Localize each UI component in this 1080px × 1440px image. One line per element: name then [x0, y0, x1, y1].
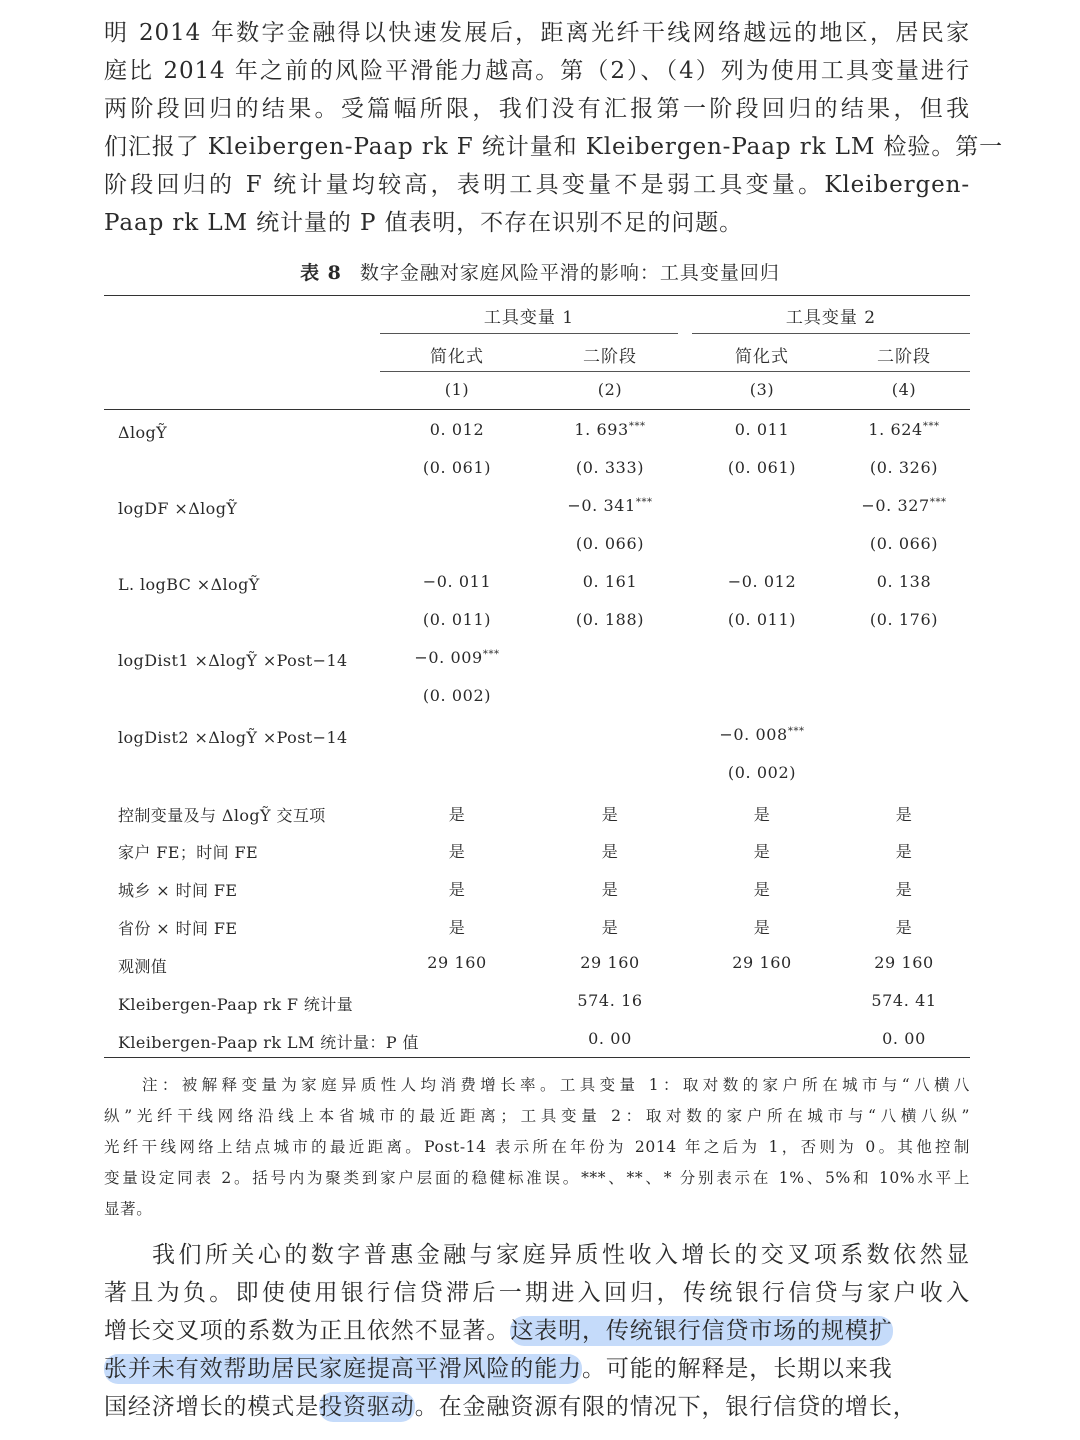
coef-value: −0. 011 [422, 572, 492, 591]
control-value: 是 [448, 842, 466, 861]
group2-underline [692, 333, 970, 334]
coef-value: −0. 008 [719, 725, 788, 744]
col-number-2: (2) [597, 380, 623, 399]
col-number-4: (4) [891, 380, 917, 399]
control-value: 是 [753, 842, 771, 861]
table-cell [550, 420, 670, 439]
subheader-col1: 简化式 [430, 347, 484, 367]
control-value: 是 [895, 880, 913, 899]
std-error: (0. 333) [575, 458, 645, 477]
std-error: (0. 326) [869, 458, 939, 477]
significance-stars: *** [787, 726, 805, 737]
significance-stars: *** [482, 649, 500, 660]
bottom-paragraph-line: 著且为负。即使使用银行信贷滞后一期进入回归，传统银行信贷与家户收入 [104, 1280, 970, 1306]
bottom-paragraph-line [104, 1350, 970, 1388]
col-number-3: (3) [749, 380, 775, 399]
control-value: 是 [895, 842, 913, 861]
plain-text: 国经济增长的模式是 [104, 1394, 320, 1420]
coef-value: 1. 624 [868, 420, 923, 439]
note-line: 纵”光纤干线网络沿线上本省城市的最近距离；工具变量 2：取对数的家户所在城市与“八横八纵” [104, 1107, 970, 1125]
row-label-logdist2: logDist2 ×ΔlogỸ ×Post−14 [118, 728, 348, 747]
kp-lm-value: 0. 00 [588, 1029, 632, 1048]
row-label-household-fe: 家户 FE；时间 FE [118, 843, 259, 862]
subheader-col4: 二阶段 [877, 347, 931, 367]
control-value: 是 [601, 842, 619, 861]
kp-lm-value: 0. 00 [882, 1029, 926, 1048]
bottom-paragraph-line [104, 1312, 970, 1350]
coef-value: −0. 327 [861, 496, 930, 515]
table-top-rule [104, 295, 970, 296]
col-number-1: (1) [444, 380, 470, 399]
table-cell [844, 572, 964, 591]
coef-value: −0. 012 [727, 572, 797, 591]
significance-stars: *** [922, 421, 940, 432]
row-label-kp-lm: Kleibergen-Paap rk LM 统计量：P 值 [118, 1033, 419, 1052]
bottom-paragraph-line [104, 1388, 970, 1426]
significance-stars: *** [635, 497, 653, 508]
bottom-paragraph-line: 我们所关心的数字普惠金融与家庭异质性收入增长的交叉项系数依然显 [152, 1242, 970, 1268]
control-value: 是 [895, 918, 913, 937]
std-error: (0. 002) [727, 763, 797, 782]
table-caption: 数字金融对家庭风险平滑的影响：工具变量回归 [359, 262, 780, 284]
row-label-observations: 观测值 [118, 957, 168, 976]
observations-value: 29 160 [732, 953, 792, 972]
table-cell [702, 572, 822, 591]
header-bottom-rule [104, 409, 970, 410]
plain-text: 增长交叉项的系数为正且依然不显著。 [104, 1318, 511, 1344]
observations-value: 29 160 [580, 953, 640, 972]
control-value: 是 [448, 805, 466, 824]
table-cell [550, 572, 670, 591]
row-label-dlogy: ΔlogỸ [118, 423, 168, 442]
table-title [0, 258, 1080, 285]
coef-value: 0. 012 [429, 420, 485, 439]
table-bottom-rule [104, 1057, 970, 1058]
std-error: (0. 066) [575, 534, 645, 553]
table-cell [702, 725, 822, 744]
table-cell [397, 648, 517, 667]
control-value: 是 [601, 880, 619, 899]
control-value: 是 [753, 880, 771, 899]
table-note [104, 1070, 970, 1225]
plain-text: 。在金融资源有限的情况下，银行信贷的增长， [414, 1394, 917, 1420]
row-label-logdist1: logDist1 ×ΔlogỸ ×Post−14 [118, 651, 348, 670]
subheader-col2: 二阶段 [583, 347, 637, 367]
table-cell [844, 496, 964, 515]
top-paragraph-line: 两阶段回归的结果。受篇幅所限，我们没有汇报第一阶段回归的结果，但我 [104, 96, 970, 122]
coef-value: 0. 161 [582, 572, 638, 591]
std-error: (0. 066) [869, 534, 939, 553]
control-value: 是 [753, 918, 771, 937]
top-paragraph-line: 们汇报了 Kleibergen-Paap rk F 统计量和 Kleibergen-Paap rk LM 检验。第一 [104, 134, 1004, 160]
coef-value: 0. 138 [876, 572, 932, 591]
row-label-province-fe: 省份 × 时间 FE [118, 919, 238, 938]
group-header-iv1: 工具变量 1 [483, 308, 575, 328]
control-value: 是 [601, 805, 619, 824]
top-paragraph-line: 明 2014 年数字金融得以快速发展后，距离光纤干线网络越远的地区，居民家 [104, 20, 970, 46]
group1-underline [380, 333, 678, 334]
top-paragraph-line: Paap rk LM 统计量的 P 值表明，不存在识别不足的问题。 [104, 210, 744, 236]
subheader-underline [380, 371, 970, 372]
table-cell [702, 420, 822, 439]
coef-value: −0. 341 [567, 496, 636, 515]
top-paragraph-line: 庭比 2014 年之前的风险平滑能力越高。第（2）、（4）列为使用工具变量进行 [104, 58, 970, 84]
bottom-paragraph [104, 1236, 970, 1426]
table-number: 表 8 [300, 262, 342, 284]
std-error: (0. 061) [727, 458, 797, 477]
std-error: (0. 002) [422, 686, 492, 705]
top-paragraph [104, 14, 1004, 242]
std-error: (0. 188) [575, 610, 645, 629]
kp-f-value: 574. 41 [871, 991, 937, 1010]
highlighted-text: 投资驱动 [319, 1394, 415, 1420]
table-cell [844, 420, 964, 439]
std-error: (0. 011) [727, 610, 797, 629]
control-value: 是 [448, 880, 466, 899]
note-line: 变量设定同表 2。括号内为聚类到家户层面的稳健标准误。***、**、* 分别表示在 1%、5%和 10%水平上 [104, 1169, 970, 1187]
table-cell [550, 496, 670, 515]
significance-stars: *** [628, 421, 646, 432]
coef-value: 0. 011 [734, 420, 790, 439]
table-cell [397, 420, 517, 439]
std-error: (0. 176) [869, 610, 939, 629]
observations-value: 29 160 [874, 953, 934, 972]
control-value: 是 [895, 805, 913, 824]
row-label-kp-f: Kleibergen-Paap rk F 统计量 [118, 995, 354, 1014]
row-label-urban-rural-fe: 城乡 × 时间 FE [118, 881, 238, 900]
table-cell [397, 572, 517, 591]
significance-stars: *** [929, 497, 947, 508]
coef-value: 1. 693 [574, 420, 629, 439]
control-value: 是 [753, 805, 771, 824]
kp-f-value: 574. 16 [577, 991, 643, 1010]
highlighted-text: 张并未有效帮助居民家庭提高平滑风险的能力 [104, 1356, 582, 1382]
subheader-col3: 简化式 [735, 347, 789, 367]
note-line: 显著。 [104, 1200, 153, 1218]
std-error: (0. 011) [422, 610, 492, 629]
coef-value: −0. 009 [414, 648, 483, 667]
group-header-iv2: 工具变量 2 [785, 308, 877, 328]
control-value: 是 [601, 918, 619, 937]
row-label-logdf: logDF ×ΔlogỸ [118, 499, 238, 518]
highlighted-text: 这表明，传统银行信贷市场的规模扩 [510, 1318, 893, 1344]
row-label-logbc: L. logBC ×ΔlogỸ [118, 575, 260, 594]
std-error: (0. 061) [422, 458, 492, 477]
top-paragraph-line: 阶段回归的 F 统计量均较高，表明工具变量不是弱工具变量。Kleibergen- [104, 172, 970, 198]
observations-value: 29 160 [427, 953, 487, 972]
note-line: 光纤干线网络上结点城市的最近距离。Post-14 表示所在年份为 2014 年之后为 1，否则为 0。其他控制 [104, 1138, 970, 1156]
plain-text: 。可能的解释是，长期以来我 [582, 1356, 893, 1382]
control-value: 是 [448, 918, 466, 937]
row-label-controls: 控制变量及与 ΔlogỸ 交互项 [118, 806, 326, 825]
note-line: 注：被解释变量为家庭异质性人均消费增长率。工具变量 1：取对数的家户所在城市与“八横八 [142, 1076, 970, 1094]
